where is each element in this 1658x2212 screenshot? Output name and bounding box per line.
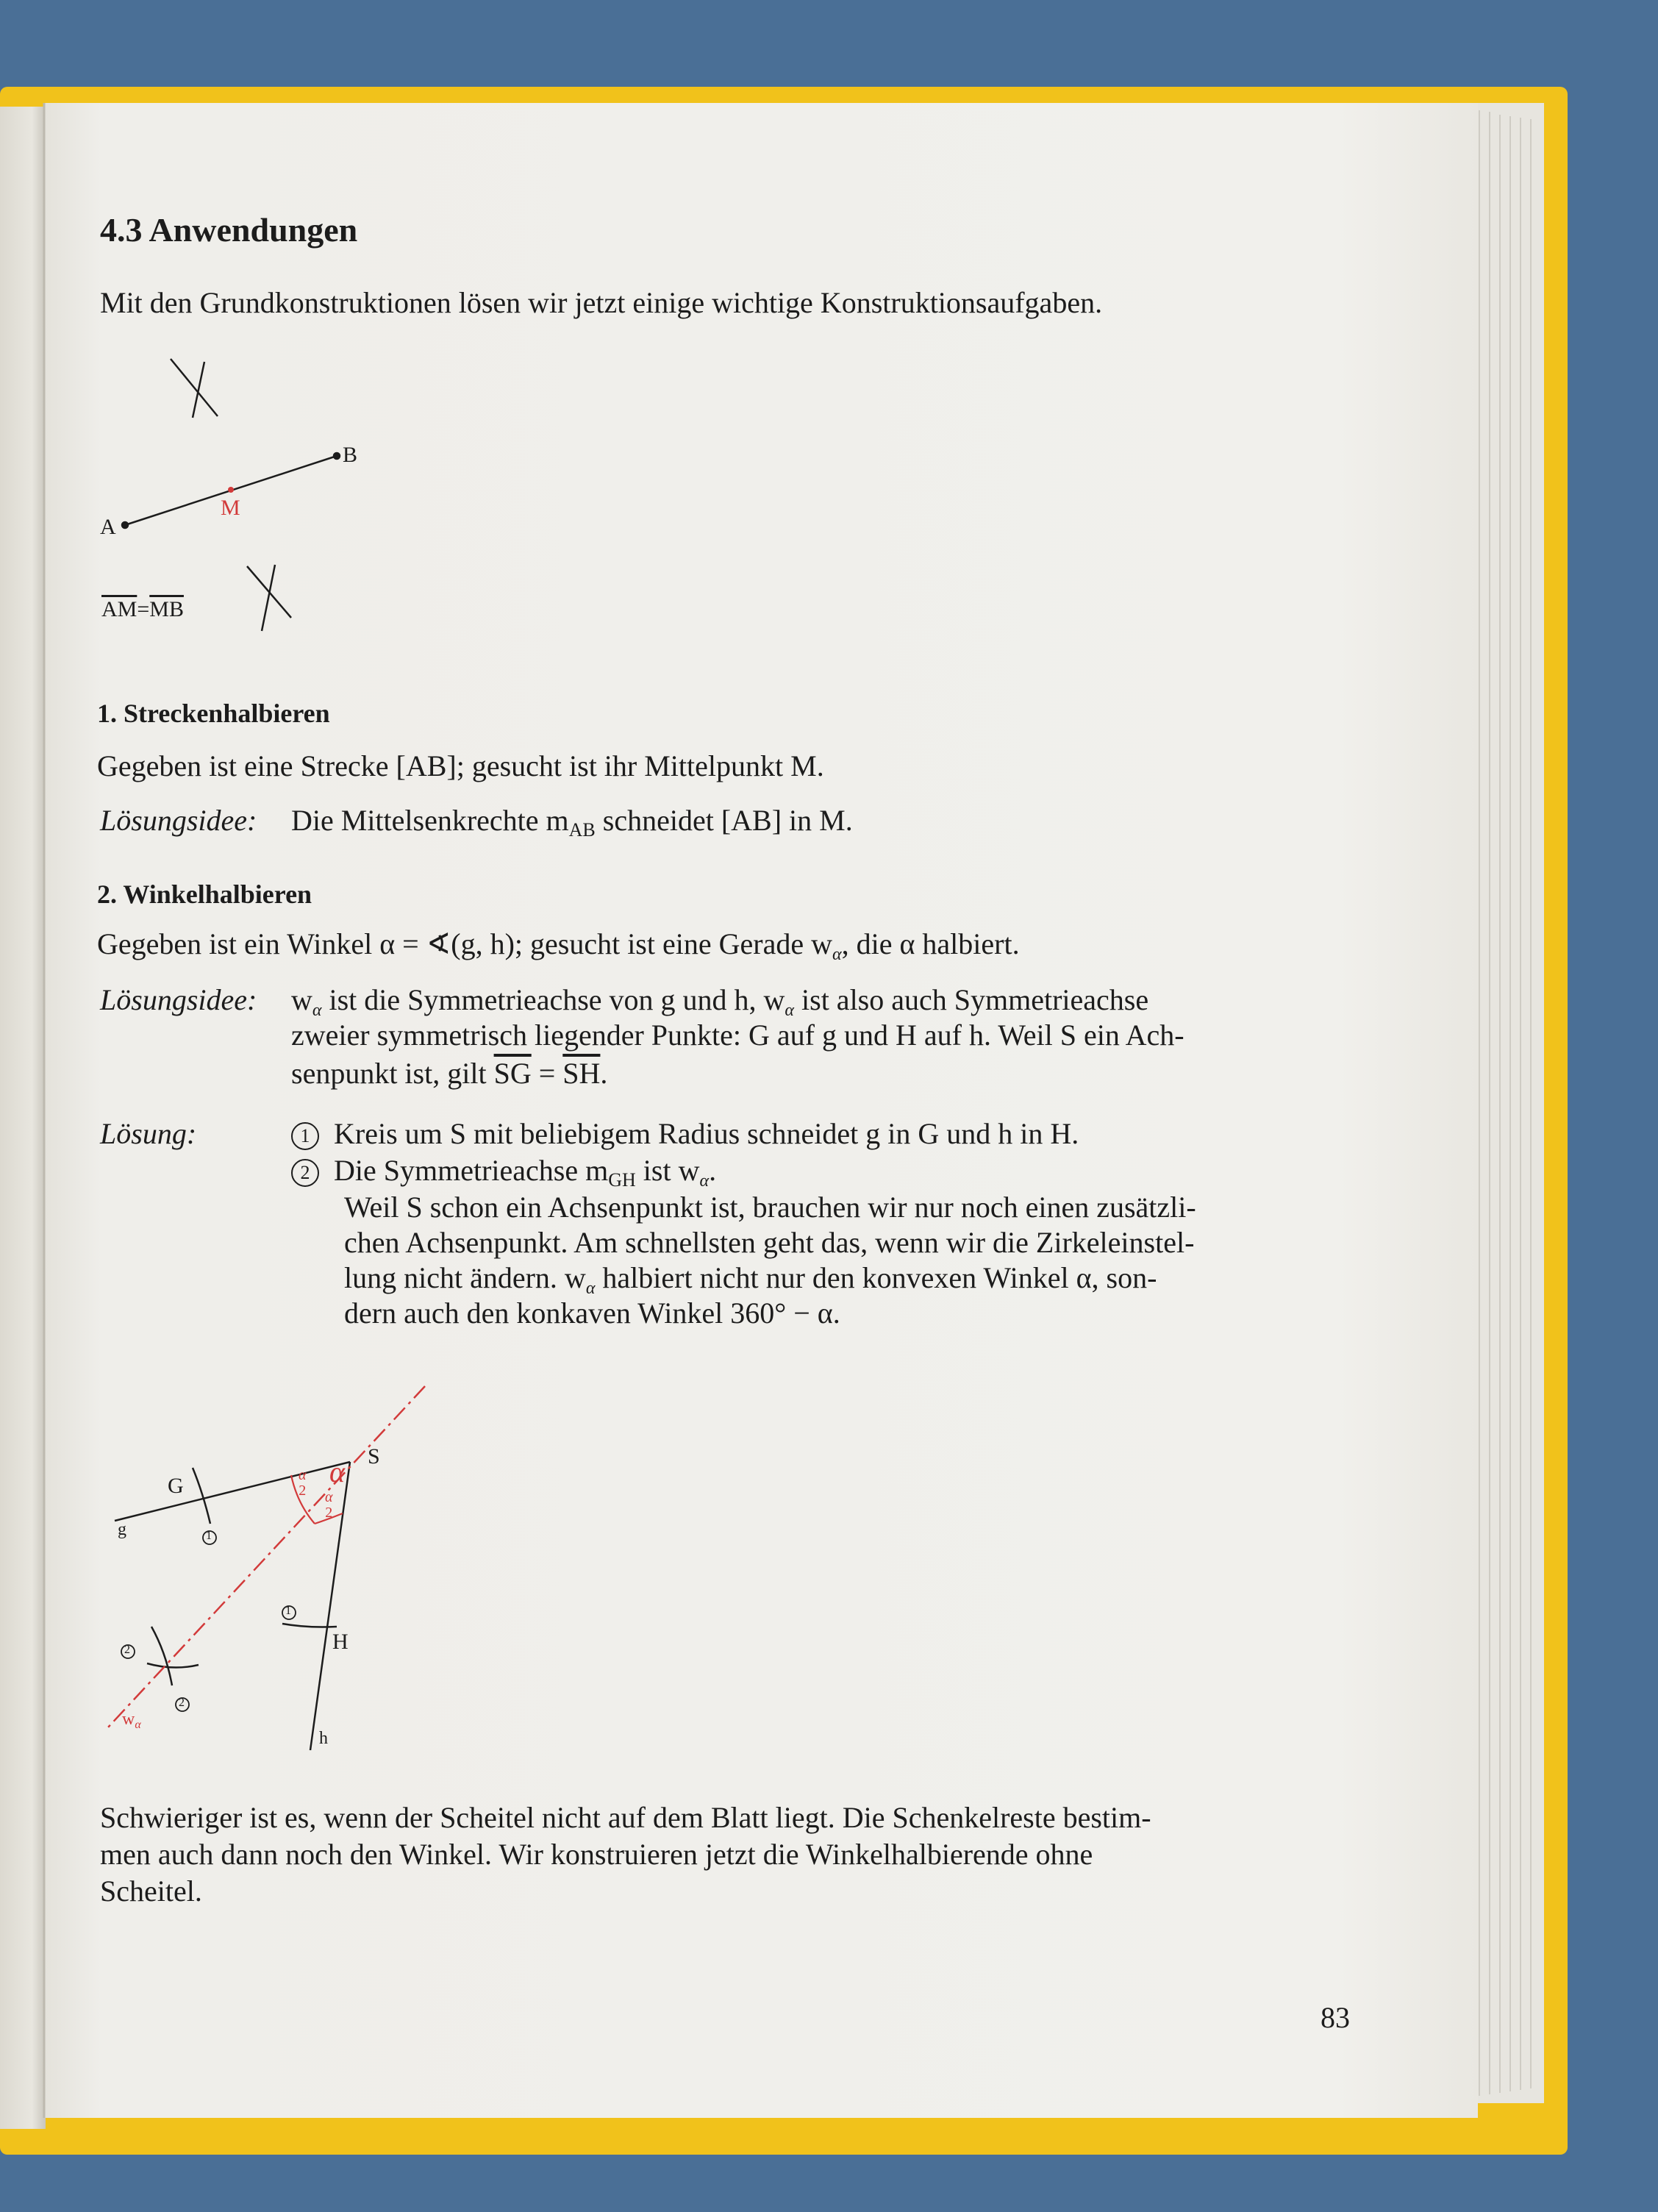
step2-end: . [709,1154,717,1187]
label-s: S [368,1444,380,1469]
label-line-h: h [319,1729,328,1748]
point-b [334,453,340,459]
step2-sub: GH [608,1169,636,1191]
page-edge [1471,103,1544,2103]
winkelhalbieren-idea-line2: zweier symmetrisch liegender Punkte: G auf g und H auf h. Weil S ein Ach- [291,1018,1184,1052]
idea-l1-sub2: α [785,1001,795,1020]
step1-number: 1 [291,1122,319,1150]
equals-sign: = [137,597,150,621]
loesung-label: Lösung: [100,1117,197,1150]
given-pre: Gegeben ist ein Winkel α = ∢(g, h); gesucht ist eine Gerade w [97,927,832,960]
half-alpha-lower-num: α [325,1489,333,1505]
cont3-sub: α [585,1279,596,1298]
cont3-a: lung nicht ändern. w [344,1261,586,1294]
segment-am-label: $\overline{AM}$ [101,597,137,621]
cont3-b: halbiert nicht nur den konvexen Winkel α, son- [595,1261,1157,1294]
equation-am-mb [101,599,184,621]
loesung-step1 [291,1119,1079,1150]
loesung-cont4: dern auch den konkaven Winkel 360° − α. [344,1296,840,1330]
mark-1-upper: 1 [206,1530,212,1542]
mark-2-left: 2 [124,1644,130,1656]
closing-line2: men auch dann noch den Winkel. Wir konstruieren jetzt die Winkelhalbierende ohne [100,1838,1093,1871]
label-line-g: g [118,1520,126,1539]
point-a [122,522,128,528]
point-m-mark [228,487,234,493]
label-w: w [122,1710,135,1729]
streckenhalbieren-heading: 1. Streckenhalbieren [97,699,330,728]
idea-l3-eq: = [531,1057,563,1090]
idea-l1-sub1: α [312,1001,322,1020]
label-a: A [100,515,116,539]
winkelhalbieren-given [97,927,1020,964]
winkelhalbieren-idea-line3 [291,1059,607,1088]
label-b: B [343,443,358,467]
winkelhalbieren-idea-line1 [291,985,1148,1019]
given-sub: α [832,945,842,964]
streckenhalbieren-idea [291,806,853,840]
loesung-step2 [291,1156,716,1190]
step2-mid: ist w [635,1154,700,1187]
section-heading: 4.3 Anwendungen [100,211,358,249]
closing-line3: Scheitel. [100,1874,202,1908]
step2-number: 2 [291,1159,319,1187]
left-page [0,107,46,2129]
idea-text-post: schneidet [AB] in M. [595,804,853,837]
mark-2-lower: 2 [179,1697,185,1709]
winkelhalbieren-heading: 2. Winkelhalbieren [97,880,312,909]
half-alpha-lower [325,1490,333,1521]
half-alpha-upper-num: α [299,1467,307,1483]
streckenhalbieren-given: Gegeben ist eine Strecke [AB]; gesucht ist ihr Mittelpunkt M. [97,749,824,782]
step1-text: Kreis um S mit beliebigem Radius schneidet g in G und h in H. [334,1117,1079,1150]
idea-l1-c: ist also auch Symmetrieachse [794,983,1149,1016]
label-w-sub: α [135,1719,141,1731]
idea-l3-a: senpunkt ist, gilt [291,1057,494,1090]
half-alpha-lower-den: 2 [325,1505,333,1521]
step2-sub2: α [699,1171,710,1191]
idea-l1-b: ist die Symmetrieachse von g und h, w [321,983,785,1016]
label-w-alpha [122,1710,141,1731]
idea-l1-a: w [291,983,312,1016]
half-alpha-upper [299,1468,307,1499]
loesung-cont1: Weil S schon ein Achsenpunkt ist, brauchen wir nur noch einen zusätzli- [344,1191,1196,1224]
segment-mb-label: $\overline{MB}$ [149,597,184,621]
closing-line1: Schwieriger ist es, wenn der Scheitel nicht auf dem Blatt liegt. Die Schenkelreste bestim- [100,1801,1151,1834]
mark-1-lower: 1 [285,1605,291,1617]
label-point-h: H [332,1630,349,1654]
loesung-cont2: chen Achsenpunkt. Am schnellsten geht das, wenn wir die Zirkeleinstel- [344,1226,1195,1259]
idea-text-pre: Die Mittelsenkrechte m [291,804,569,837]
streckenhalbieren-idea-label: Lösungsidee: [100,804,257,837]
idea-subscript: AB [568,819,596,841]
half-alpha-upper-den: 2 [299,1483,307,1499]
label-m: M [221,496,240,520]
page-number: 83 [1321,2001,1350,2034]
given-post: , die α halbiert. [841,927,1020,960]
label-alpha: α [329,1455,345,1488]
winkelhalbieren-idea-label: Lösungsidee: [100,983,257,1016]
loesung-cont3 [344,1263,1157,1297]
segment-sg: $\overline{SG}$ [493,1057,532,1090]
section-intro: Mit den Grundkonstruktionen lösen wir jetzt einige wichtige Konstruktionsaufgaben. [100,286,1103,319]
segment-sh: $\overline{SH}$ [562,1057,601,1090]
label-point-g: G [168,1474,184,1498]
step2-pre: Die Symmetrieachse m [334,1154,609,1187]
idea-l3-end: . [600,1057,608,1090]
